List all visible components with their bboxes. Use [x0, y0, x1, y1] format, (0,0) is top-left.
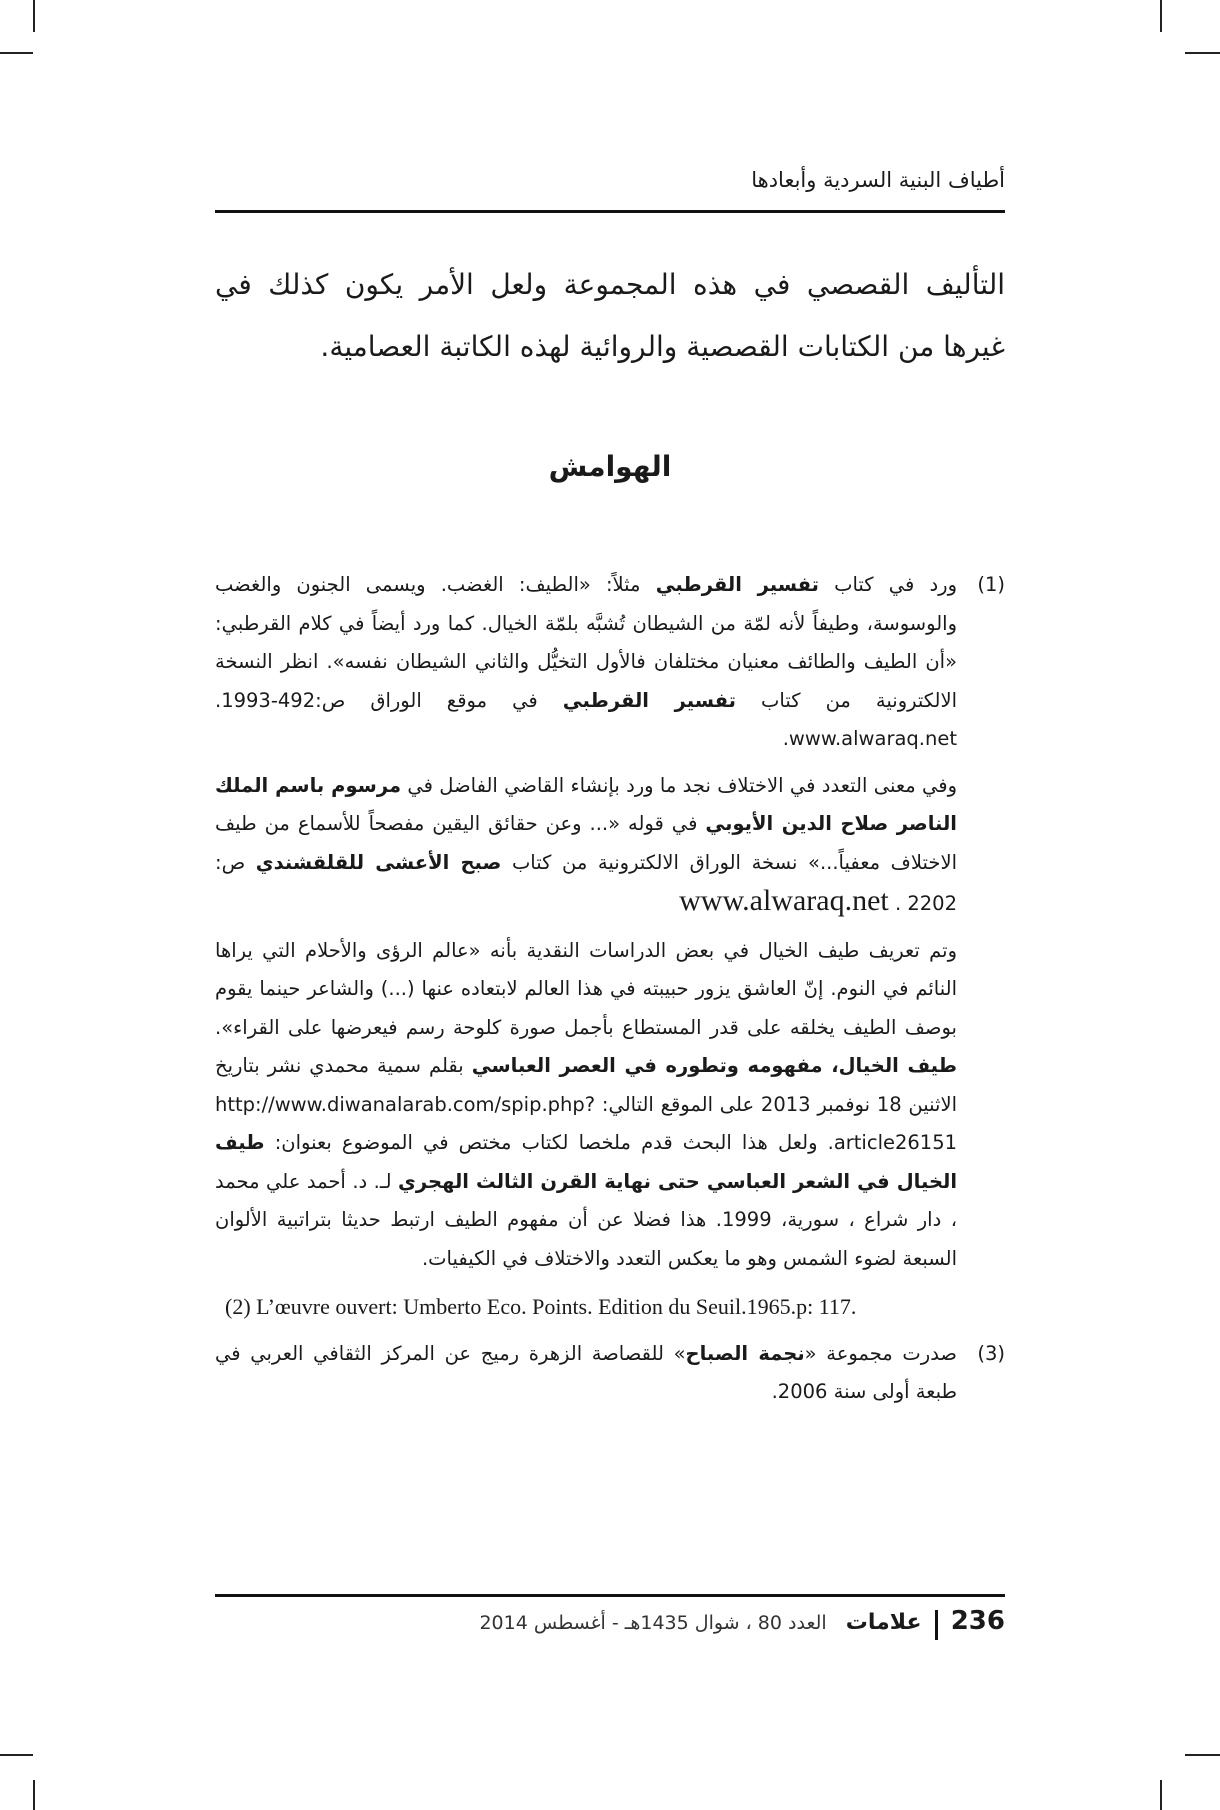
header-rule — [215, 210, 1005, 213]
issue-info: العدد 80 ، شوال 1435هـ - أغسطس 2014 — [479, 1612, 827, 1634]
footer-rule — [215, 1594, 1005, 1597]
footnote-number: (1) — [977, 573, 1005, 596]
running-head: أطياف البنية السردية وأبعادها — [751, 168, 1005, 192]
footnote-paragraph: وتم تعريف طيف الخيال في بعض الدراسات النقدية بأنه «عالم الرؤى والأحلام التي يراها النائم في النوم. إنّ العاشق يزور حبيبته في هذا العالم لابتعاده عنها (...) والشاعر حينما يقوم بوصف الطيف يخلقه على قدر المستطاع بأجمل صورة كلوحة رسم فيعرضها على القراء». طيف الخيال، مفهومه وتطوره في العصر العباسي بقلم سمية محمدي نشر بتاريخ الاثنين 18 نوفمبر 2013 على الموقع التالي: http://www.diwanalarab.com/spip.php?article26151. ولعل هذا البحث قدم ملخصا لكتاب مختص في الموضوع بعنوان: طيف الخيال في الشعر العباسي حتى نهاية القرن الثالث الهجري لـ. د. أحمد علي محمد ، دار شراع ، سورية، 1999. هذا فضلا عن أن مفهوم الطيف ارتبط حديثا بتراتبية الألوان السبعة لضوء الشمس وهو ما يعكس التعدد والاختلاف في الكيفيات. — [215, 938, 958, 1270]
footnote-text: ورد في كتاب تفسير القرطبي مثلاً: «الطيف: الغضب. ويسمى الجنون والغضب والوسوسة، وطيفاً لأنه لمّة من الشيطان تُشبَّه بلمّة الخيال. كما ورد أيضاً في كلام القرطبي: «أن الطيف والطائف معنيان مختلفان فالأول التخيُّل والثاني الشيطان نفسه». انظر النسخة الالكترونية من كتاب تفسير القرطبي في موقع الوراق ص:492-1993. www.alwaraq.net. — [215, 573, 958, 750]
source-url: www.alwaraq.net — [679, 884, 889, 917]
crop-mark — [1160, 0, 1162, 32]
crop-mark — [0, 52, 33, 54]
page — [215, 0, 1005, 1810]
body-text — [215, 254, 1005, 378]
page-number: 236 — [950, 1606, 1005, 1636]
magazine-name: علامات — [845, 1610, 922, 1635]
footnote-paragraph: وفي معنى التعدد في الاختلاف نجد ما ورد بإنشاء القاضي الفاضل في مرسوم باسم الملك الناصر صلاح الدين الأيوبي في قوله «... وعن حقائق اليقين مفصحاً للأسماع من طيف الاختلاف معفياً...» نسخة الوراق الالكترونية من كتاب صبح الأعشى للقلقشندي ص: 2202 . www.alwaraq.net — [215, 773, 958, 917]
footnote-number: (3) — [977, 1341, 1005, 1365]
crop-mark — [1185, 1754, 1220, 1756]
crop-mark — [33, 0, 35, 32]
footnote-2: (2) L’œuvre ouvert: Umberto Eco. Points. Edition du Seuil.1965.p: 117. — [225, 1294, 857, 1319]
footnotes — [215, 566, 1005, 1412]
footer-separator — [935, 1610, 938, 1640]
crop-mark — [0, 1754, 33, 1756]
crop-mark — [1185, 52, 1220, 54]
page-footer — [215, 1606, 1005, 1640]
body-paragraph: التأليف القصصي في هذه المجموعة ولعل الأمر يكون كذلك في غيرها من الكتابات القصصية والروائية لهذه الكاتبة العصامية. — [215, 268, 1005, 363]
footnote-3 — [215, 1335, 1005, 1412]
notes-title: الهوامش — [548, 450, 672, 483]
crop-mark — [33, 1780, 35, 1810]
footnote-text: صدرت مجموعة «نجمة الصباح» للقصاصة الزهرة رميج عن المركز الثقافي العربي في طبعة أولى سنة 2006. — [215, 1341, 957, 1403]
footnote-1 — [215, 566, 1005, 759]
crop-mark — [1160, 1780, 1162, 1810]
